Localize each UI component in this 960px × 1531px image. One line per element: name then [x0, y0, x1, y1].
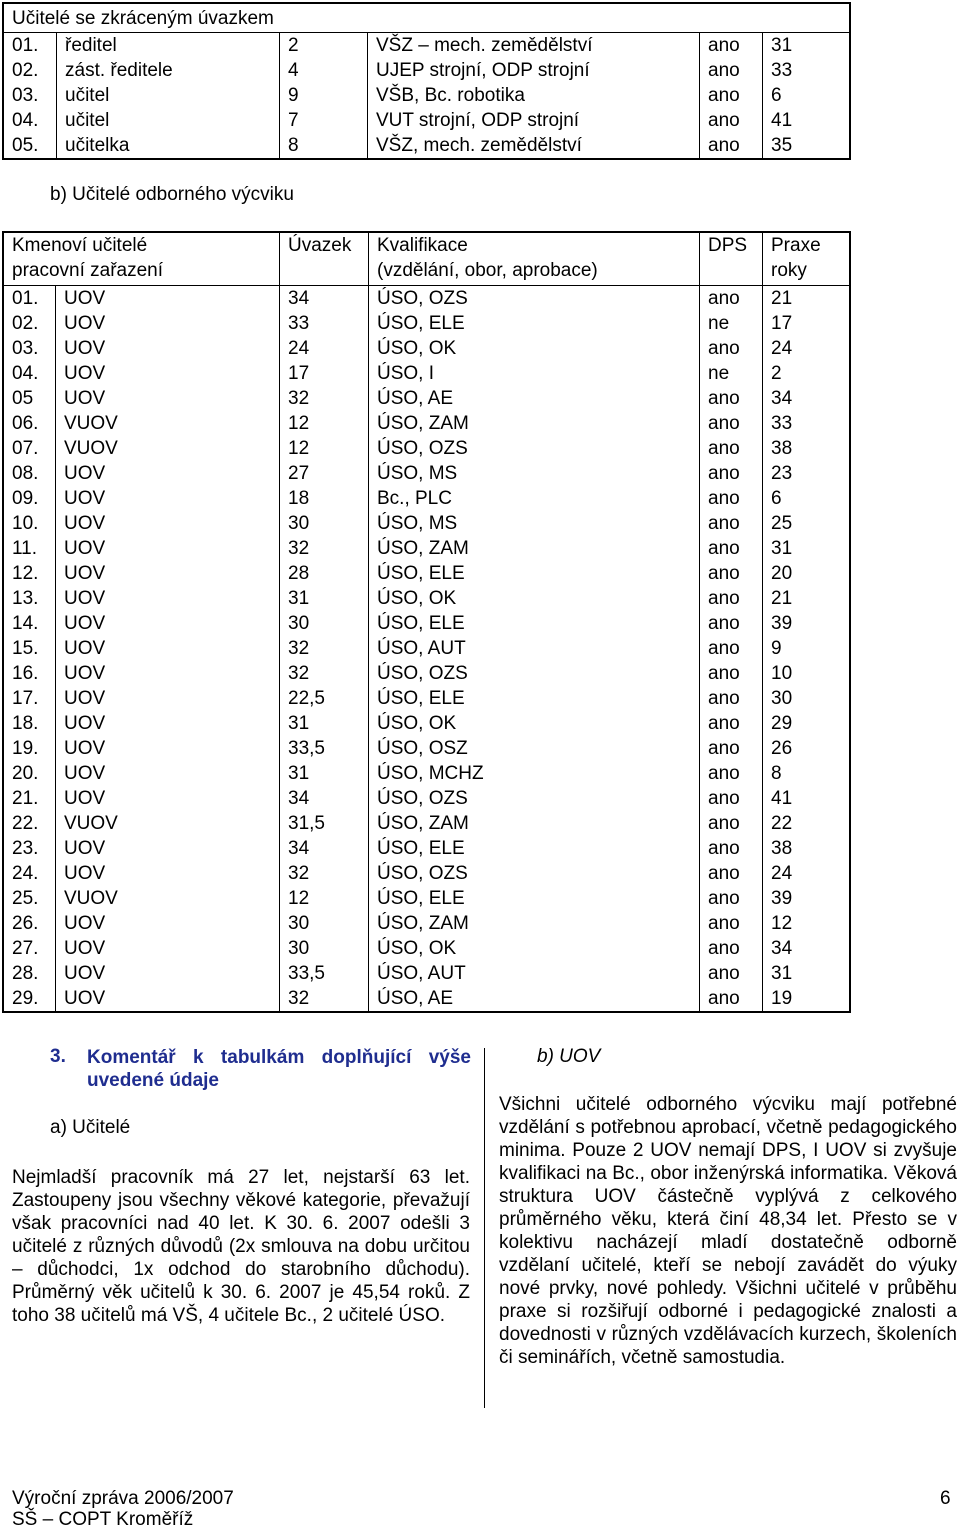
- workload: 4: [280, 58, 368, 83]
- vocational-teachers-table: [2, 231, 851, 1013]
- table-row: [3, 286, 850, 312]
- table-row: [3, 486, 850, 511]
- workload: 9: [280, 83, 368, 108]
- position: UOV: [56, 286, 280, 312]
- practice-years: 21: [771, 588, 793, 609]
- dps: ano: [700, 886, 763, 911]
- position: ředitel: [57, 33, 280, 59]
- workload: 32: [280, 636, 369, 661]
- qualification: ÚSO, ELE: [369, 611, 700, 636]
- workload: 30: [280, 936, 369, 961]
- page-number: 6: [940, 1488, 951, 1509]
- row-number: 02.: [3, 58, 57, 83]
- table-row: [3, 411, 850, 436]
- table-row: [3, 108, 850, 133]
- workload: 18: [280, 486, 369, 511]
- table-row: [3, 461, 850, 486]
- table-title: Učitelé se zkráceným úvazkem: [3, 3, 850, 33]
- row-number: 27.: [3, 936, 56, 961]
- table-row: [3, 811, 850, 836]
- table-row: [3, 736, 850, 761]
- practice-years: 6: [771, 85, 782, 106]
- position: UOV: [56, 511, 280, 536]
- practice-years: 38: [771, 838, 793, 859]
- qualification: ÚSO, ELE: [369, 311, 700, 336]
- practice-years: 23: [771, 463, 793, 484]
- header-workload: Úvazek: [280, 232, 369, 286]
- dps: ano: [700, 836, 763, 861]
- row-number: 10.: [3, 511, 56, 536]
- practice-years: 25: [771, 513, 793, 534]
- section-a-title: a) Učitelé: [50, 1117, 131, 1138]
- table-row: [3, 361, 850, 386]
- qualification: ÚSO, AUT: [369, 961, 700, 986]
- qualification: ÚSO, AE: [369, 386, 700, 411]
- workload: 30: [280, 911, 369, 936]
- workload: 27: [280, 461, 369, 486]
- section-b2-text: Všichni učitelé odborného výcviku mají potřebné vzdělání s potřebnou aprobací, včetně pedagogického minima. Pouze 2 UOV nemají DPS, I UOV si zvyšuje kvalifikaci na Bc., obor inženýrská informatika. Věková struktura UOV částečně vyplývá z celkového průměrného věku, která činí 48,34 let. Přesto se v kolektivu nacházejí mladí dostatečně odborně vzdělaní učitelé, kteří se nebojí zavádět do výuky nové prvky, nové pohledy. Všichni učitelé v průběhu praxe si rozšiřují odborné i pedagogické znalosti a dovednosti v různých vzdělávacích kurzech, školeních či seminářích, včetně samostudia.: [499, 1094, 957, 1368]
- row-number: 04.: [3, 108, 57, 133]
- position: UOV: [56, 486, 280, 511]
- position: UOV: [56, 461, 280, 486]
- qualification: ÚSO, OZS: [369, 786, 700, 811]
- position: UOV: [56, 736, 280, 761]
- dps: ano: [700, 586, 763, 611]
- row-number: 07.: [3, 436, 56, 461]
- table-row: [3, 711, 850, 736]
- header-practice: Praxe roky: [763, 232, 851, 286]
- workload: 31: [280, 711, 369, 736]
- practice-years: 34: [771, 388, 793, 409]
- row-number: 19.: [3, 736, 56, 761]
- position: VUOV: [56, 811, 280, 836]
- row-number: 03.: [3, 83, 57, 108]
- position: UOV: [56, 661, 280, 686]
- practice-years: 21: [771, 288, 793, 309]
- qualification: ÚSO, OK: [369, 586, 700, 611]
- row-number: 01.: [3, 286, 56, 312]
- position: UOV: [56, 336, 280, 361]
- position: učitelka: [57, 133, 280, 159]
- practice-years: 19: [771, 988, 793, 1009]
- table-row: [3, 886, 850, 911]
- row-number: 23.: [3, 836, 56, 861]
- workload: 8: [280, 133, 368, 159]
- practice-years: 31: [771, 538, 793, 559]
- row-number: 17.: [3, 686, 56, 711]
- qualification: ÚSO, OZS: [369, 661, 700, 686]
- dps: ano: [700, 33, 763, 59]
- table-row: [3, 836, 850, 861]
- position: UOV: [56, 586, 280, 611]
- qualification: Bc., PLC: [369, 486, 700, 511]
- dps: ano: [700, 58, 763, 83]
- row-number: 09.: [3, 486, 56, 511]
- table-row: [3, 561, 850, 586]
- dps: ano: [700, 108, 763, 133]
- dps: ano: [700, 83, 763, 108]
- section-a-text: Nejmladší pracovník má 27 let, nejstarší 63 let. Zastoupeny jsou všechny věkové kategorie, převažují však pracovníci nad 40 let. K 30. 6. 2007 odešli 3 učitelé z různých důvodů (2x smlouva na dobu určitou – důchodci, 1x odchod do starobního důchodu). Průměrný věk učitelů k 30. 6. 2007 je 45,54 roků. Z toho 38 učitelů má VŠ, 4 učitele Bc., 2 učitelé ÚSO.: [12, 1167, 470, 1326]
- position: UOV: [56, 386, 280, 411]
- qualification: ÚSO, ZAM: [369, 411, 700, 436]
- qualification: ÚSO, OK: [369, 711, 700, 736]
- workload: 2: [280, 33, 368, 59]
- dps: ano: [700, 961, 763, 986]
- dps: ano: [700, 736, 763, 761]
- workload: 32: [280, 661, 369, 686]
- position: UOV: [56, 611, 280, 636]
- row-number: 06.: [3, 411, 56, 436]
- position: UOV: [56, 911, 280, 936]
- practice-years: 29: [771, 713, 793, 734]
- workload: 32: [280, 536, 369, 561]
- workload: 32: [280, 386, 369, 411]
- table-row: [3, 436, 850, 461]
- practice-years: 10: [771, 663, 793, 684]
- workload: 28: [280, 561, 369, 586]
- dps: ano: [700, 336, 763, 361]
- row-number: 28.: [3, 961, 56, 986]
- table-row: [3, 661, 850, 686]
- row-number: 13.: [3, 586, 56, 611]
- row-number: 29.: [3, 986, 56, 1012]
- qualification: ÚSO, OZS: [369, 861, 700, 886]
- qualification: ÚSO, OK: [369, 936, 700, 961]
- footer-school-name: SŠ – COPT Kroměříž: [12, 1509, 194, 1530]
- qualification: ÚSO, AUT: [369, 636, 700, 661]
- table-row: [3, 311, 850, 336]
- table-row: [3, 33, 850, 59]
- qualification: ÚSO, ELE: [369, 561, 700, 586]
- practice-years: 38: [771, 438, 793, 459]
- position: VUOV: [56, 436, 280, 461]
- dps: ano: [700, 436, 763, 461]
- qualification: VŠZ, mech. zemědělství: [368, 133, 700, 159]
- row-number: 14.: [3, 611, 56, 636]
- workload: 32: [280, 861, 369, 886]
- workload: 31,5: [280, 811, 369, 836]
- workload: 17: [280, 361, 369, 386]
- qualification: ÚSO, OZS: [369, 286, 700, 312]
- practice-years: 22: [771, 813, 793, 834]
- dps: ano: [700, 786, 763, 811]
- workload: 34: [280, 786, 369, 811]
- workload: 34: [280, 836, 369, 861]
- qualification: ÚSO, MS: [369, 511, 700, 536]
- row-number: 11.: [3, 536, 56, 561]
- position: VUOV: [56, 886, 280, 911]
- workload: 33: [280, 311, 369, 336]
- workload: 12: [280, 436, 369, 461]
- table-row: [3, 961, 850, 986]
- position: UOV: [56, 986, 280, 1012]
- workload: 33,5: [280, 736, 369, 761]
- qualification: VŠZ – mech. zemědělství: [368, 33, 700, 59]
- qualification: ÚSO, ZAM: [369, 536, 700, 561]
- workload: 12: [280, 886, 369, 911]
- dps: ano: [700, 461, 763, 486]
- practice-years: 8: [771, 763, 782, 784]
- qualification: ÚSO, ZAM: [369, 911, 700, 936]
- dps: ano: [700, 661, 763, 686]
- workload: 34: [280, 286, 369, 312]
- practice-years: 24: [771, 338, 793, 359]
- row-number: 24.: [3, 861, 56, 886]
- row-number: 22.: [3, 811, 56, 836]
- position: UOV: [56, 686, 280, 711]
- qualification: ÚSO, ELE: [369, 836, 700, 861]
- column-divider: [484, 1048, 485, 1408]
- table-row: [3, 586, 850, 611]
- position: UOV: [56, 361, 280, 386]
- row-number: 21.: [3, 786, 56, 811]
- row-number: 20.: [3, 761, 56, 786]
- table-row: [3, 936, 850, 961]
- position: učitel: [57, 108, 280, 133]
- header-staff: Kmenoví učitelé pracovní zařazení: [3, 232, 280, 286]
- practice-years: 39: [771, 888, 793, 909]
- qualification: ÚSO, OSZ: [369, 736, 700, 761]
- dps: ano: [700, 711, 763, 736]
- position: UOV: [56, 311, 280, 336]
- table-row: [3, 133, 850, 159]
- table-row: [3, 611, 850, 636]
- practice-years: 30: [771, 688, 793, 709]
- dps: ano: [700, 911, 763, 936]
- row-number: 18.: [3, 711, 56, 736]
- qualification: VUT strojní, ODP strojní: [368, 108, 700, 133]
- dps: ano: [700, 861, 763, 886]
- dps: ano: [700, 511, 763, 536]
- position: VUOV: [56, 411, 280, 436]
- comment-number: 3.: [50, 1046, 66, 1067]
- qualification: ÚSO, ZAM: [369, 811, 700, 836]
- row-number: 15.: [3, 636, 56, 661]
- practice-years: 31: [771, 35, 793, 56]
- dps: ano: [700, 611, 763, 636]
- dps: ano: [700, 761, 763, 786]
- dps: ano: [700, 636, 763, 661]
- dps: ne: [700, 361, 763, 386]
- workload: 7: [280, 108, 368, 133]
- dps: ano: [700, 986, 763, 1012]
- part-time-teachers-table: [2, 2, 851, 160]
- workload: 31: [280, 761, 369, 786]
- practice-years: 39: [771, 613, 793, 634]
- workload: 33,5: [280, 961, 369, 986]
- position: zást. ředitele: [57, 58, 280, 83]
- dps: ano: [700, 811, 763, 836]
- position: UOV: [56, 711, 280, 736]
- practice-years: 34: [771, 938, 793, 959]
- row-number: 04.: [3, 361, 56, 386]
- row-number: 01.: [3, 33, 57, 59]
- position: UOV: [56, 961, 280, 986]
- dps: ano: [700, 536, 763, 561]
- practice-years: 26: [771, 738, 793, 759]
- practice-years: 6: [771, 488, 782, 509]
- row-number: 03.: [3, 336, 56, 361]
- qualification: ÚSO, OK: [369, 336, 700, 361]
- qualification: ÚSO, AE: [369, 986, 700, 1012]
- practice-years: 41: [771, 788, 793, 809]
- practice-years: 31: [771, 963, 793, 984]
- qualification: ÚSO, ELE: [369, 886, 700, 911]
- table-row: [3, 511, 850, 536]
- table-row: [3, 336, 850, 361]
- table-row: [3, 986, 850, 1012]
- table-row: [3, 83, 850, 108]
- table-row: [3, 861, 850, 886]
- section-b-title: b) Učitelé odborného výcviku: [50, 184, 294, 205]
- dps: ano: [700, 286, 763, 312]
- position: UOV: [56, 786, 280, 811]
- practice-years: 12: [771, 913, 793, 934]
- practice-years: 41: [771, 110, 793, 131]
- section-b2-title: b) UOV: [537, 1046, 601, 1067]
- workload: 22,5: [280, 686, 369, 711]
- row-number: 05: [3, 386, 56, 411]
- table-row: [3, 386, 850, 411]
- row-number: 12.: [3, 561, 56, 586]
- practice-years: 33: [771, 60, 793, 81]
- dps: ano: [700, 486, 763, 511]
- practice-years: 33: [771, 413, 793, 434]
- dps: ne: [700, 311, 763, 336]
- workload: 24: [280, 336, 369, 361]
- dps: ano: [700, 686, 763, 711]
- practice-years: 20: [771, 563, 793, 584]
- table-row: [3, 636, 850, 661]
- qualification: ÚSO, ELE: [369, 686, 700, 711]
- dps: ano: [700, 936, 763, 961]
- practice-years: 17: [771, 313, 793, 334]
- workload: 32: [280, 986, 369, 1012]
- table-row: [3, 786, 850, 811]
- qualification: VŠB, Bc. robotika: [368, 83, 700, 108]
- header-dps: DPS: [700, 232, 763, 286]
- dps: ano: [700, 411, 763, 436]
- row-number: 26.: [3, 911, 56, 936]
- table-row: [3, 686, 850, 711]
- table-row: [3, 911, 850, 936]
- position: UOV: [56, 761, 280, 786]
- workload: 12: [280, 411, 369, 436]
- workload: 31: [280, 586, 369, 611]
- position: UOV: [56, 536, 280, 561]
- position: UOV: [56, 561, 280, 586]
- position: UOV: [56, 636, 280, 661]
- workload: 30: [280, 611, 369, 636]
- dps: ano: [700, 386, 763, 411]
- table-row: [3, 58, 850, 83]
- position: UOV: [56, 836, 280, 861]
- qualification: ÚSO, MS: [369, 461, 700, 486]
- dps: ano: [700, 133, 763, 159]
- row-number: 08.: [3, 461, 56, 486]
- row-number: 25.: [3, 886, 56, 911]
- table-row: [3, 761, 850, 786]
- workload: 30: [280, 511, 369, 536]
- practice-years: 35: [771, 135, 793, 156]
- dps: ano: [700, 561, 763, 586]
- row-number: 02.: [3, 311, 56, 336]
- position: UOV: [56, 861, 280, 886]
- practice-years: 24: [771, 863, 793, 884]
- position: učitel: [57, 83, 280, 108]
- practice-years: 9: [771, 638, 782, 659]
- table-row: [3, 536, 850, 561]
- table-header-row: [3, 232, 850, 286]
- position: UOV: [56, 936, 280, 961]
- qualification: ÚSO, I: [369, 361, 700, 386]
- practice-years: 2: [771, 363, 782, 384]
- footer-report-title: Výroční zpráva 2006/2007: [12, 1488, 234, 1509]
- comment-heading: Komentář k tabulkám doplňující výše uvedené údaje: [87, 1047, 471, 1091]
- row-number: 16.: [3, 661, 56, 686]
- qualification: ÚSO, MCHZ: [369, 761, 700, 786]
- qualification: UJEP strojní, ODP strojní: [368, 58, 700, 83]
- qualification: ÚSO, OZS: [369, 436, 700, 461]
- row-number: 05.: [3, 133, 57, 159]
- header-qualification: Kvalifikace (vzdělání, obor, aprobace): [369, 232, 700, 286]
